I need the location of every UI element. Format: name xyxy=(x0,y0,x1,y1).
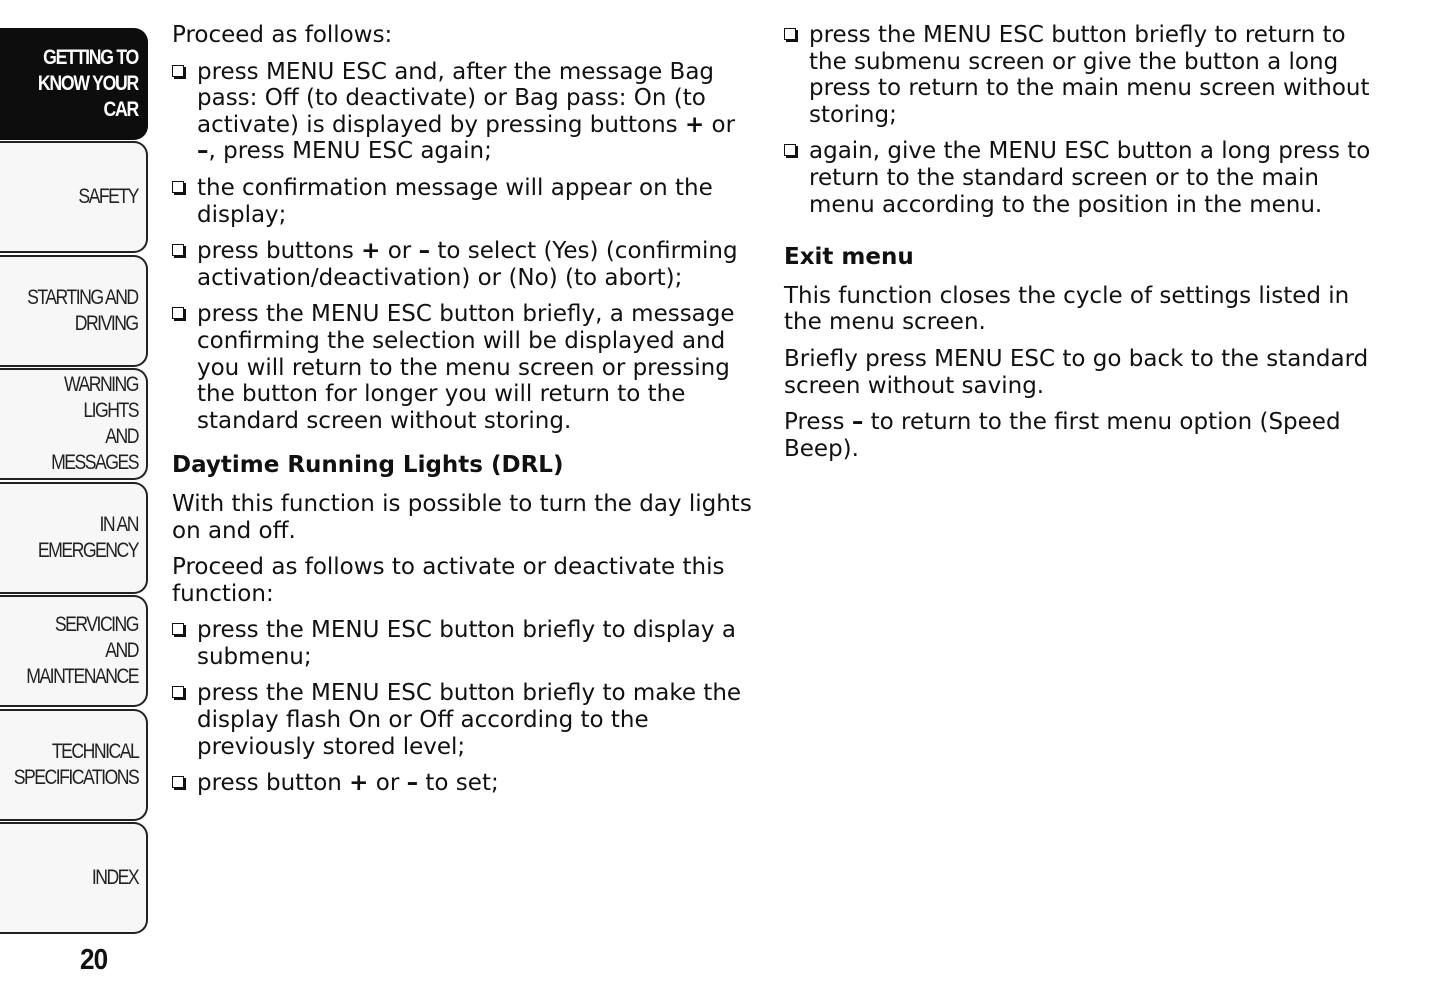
tab-label: IN AN EMERGENCY xyxy=(37,513,138,562)
tab-starting-and-driving[interactable] xyxy=(0,255,148,367)
section-heading-drl: Daytime Running Lights (DRL) xyxy=(172,452,564,479)
minus-symbol: – xyxy=(197,138,209,165)
list-item: press the MENU ESC button briefly to make the display flash On or Off according to the previously stored level; xyxy=(172,680,752,760)
tab-index[interactable] xyxy=(0,822,148,934)
list-item: the confirmation message will appear on the display; xyxy=(172,175,752,228)
section-heading-exit-menu: Exit menu xyxy=(784,244,914,271)
plus-symbol: + xyxy=(361,238,381,265)
checkbox-bullet-icon xyxy=(172,307,184,319)
drl-paragraph: With this function is possible to turn the day lights on and off. xyxy=(172,490,752,544)
list-item: press buttons + or – to select (Yes) (confirming activation/deactivation) or (No) (to abort); xyxy=(172,238,752,291)
exit-paragraph: Press – to return to the first menu option (Speed Beep). xyxy=(784,409,1341,462)
tab-label: STARTING AND DRIVING xyxy=(27,286,138,335)
drl-paragraph: Proceed as follows to activate or deactivate this function: xyxy=(172,554,725,607)
plus-symbol: + xyxy=(349,770,369,797)
exit-paragraph: This function closes the cycle of settings listed in the menu screen. xyxy=(784,282,1350,336)
list-item: again, give the MENU ESC button a long press to return to the standard screen or to the main menu according to the position in the menu. xyxy=(784,138,1384,218)
page-number: 20 xyxy=(80,944,108,976)
tab-getting-to-know-your-car[interactable] xyxy=(0,28,148,140)
tab-servicing-and-maintenance[interactable] xyxy=(0,595,148,707)
checkbox-bullet-icon xyxy=(172,686,184,698)
left-column xyxy=(172,22,752,807)
tab-warning-lights-and-messages[interactable] xyxy=(0,368,148,480)
tab-label: GETTING TO KNOW YOUR CAR xyxy=(37,46,138,121)
tab-in-an-emergency[interactable] xyxy=(0,482,148,594)
list-item: press the MENU ESC button briefly, a message confirming the selection will be displayed and you will return to the menu screen or pressing the button for longer you will return to the standard screen without storing. xyxy=(172,301,752,434)
exit-paragraph: Briefly press MENU ESC to go back to the standard screen without saving. xyxy=(784,345,1369,399)
tab-label: INDEX xyxy=(91,866,138,889)
checkbox-bullet-icon xyxy=(172,776,184,788)
checkbox-bullet-icon xyxy=(172,181,184,193)
tab-label: SAFETY xyxy=(78,185,138,208)
tab-label: SERVICING AND MAINTENANCE xyxy=(26,613,138,688)
tab-label: TECHNICAL SPECIFICATIONS xyxy=(13,740,139,789)
right-column xyxy=(784,22,1384,472)
plus-symbol: + xyxy=(684,111,705,138)
tab-label: WARNING LIGHTS AND MESSAGES xyxy=(51,373,138,474)
minus-symbol: – xyxy=(418,238,431,265)
checkbox-bullet-icon xyxy=(784,28,796,40)
list-item: press the MENU ESC button briefly to return to the submenu screen or give the button a long press to return to the main menu screen without storing; xyxy=(784,22,1384,128)
list-item: press the MENU ESC button briefly to display a submenu; xyxy=(172,617,752,670)
minus-symbol: – xyxy=(406,770,419,797)
checkbox-bullet-icon xyxy=(172,623,184,635)
intro-text: Proceed as follows: xyxy=(172,22,393,48)
tab-technical-specifications[interactable] xyxy=(0,709,148,821)
list-item: press button + or – to set; xyxy=(172,770,752,797)
checkbox-bullet-icon xyxy=(172,244,184,256)
tab-safety[interactable] xyxy=(0,141,148,253)
checkbox-bullet-icon xyxy=(784,144,796,156)
minus-symbol: – xyxy=(851,409,864,436)
list-item: press MENU ESC and, after the message Bag pass: Off (to deactivate) or Bag pass: On (to activate) is displayed by pressing buttons + or –, press MENU ESC again; xyxy=(172,59,752,165)
checkbox-bullet-icon xyxy=(172,65,184,77)
